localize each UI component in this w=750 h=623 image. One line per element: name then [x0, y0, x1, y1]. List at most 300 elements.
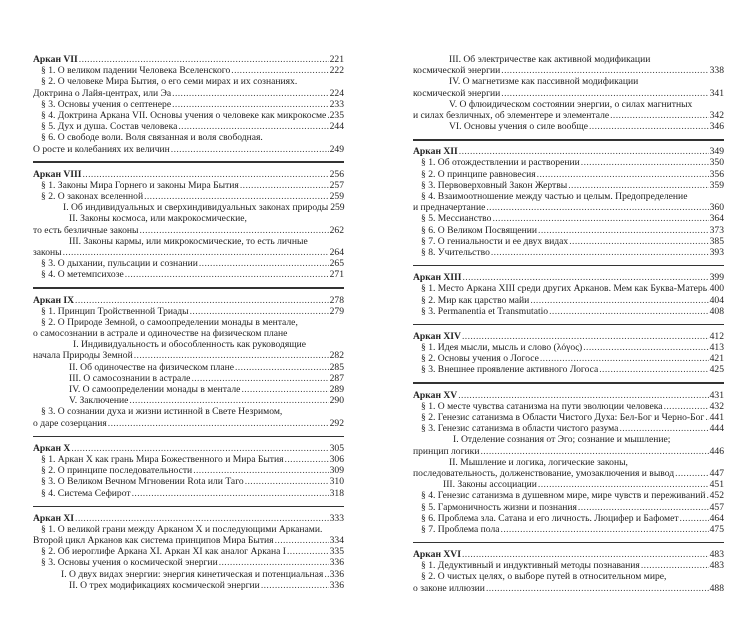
toc-entry-title: IV. О магнетизме как пассивной модификации [449, 76, 639, 88]
toc-entry-title: § 5. Мессианство [421, 213, 492, 225]
toc-entry-title: Доктрина о Лайя-центрах, или Эа [33, 87, 172, 99]
toc-entry [33, 362, 344, 373]
toc-entry-title: § 3. Первоверховный Закон Жертвы [421, 179, 568, 191]
dot-leader [705, 412, 708, 423]
toc-entry [33, 236, 344, 247]
dot-leader [462, 549, 709, 560]
toc-page-number: 271 [329, 269, 344, 281]
toc-page-number: 441 [709, 412, 724, 423]
toc-page-number: 483 [709, 549, 724, 561]
toc-entry-title: § 2. Генезис сатанизма в Области Чистого Духа: Бел-Бог и Черно-Бог [421, 412, 705, 423]
dot-leader [139, 225, 328, 236]
toc-entry [33, 395, 344, 406]
dot-leader [75, 295, 329, 306]
toc-entry-title: Аркан IX [33, 294, 75, 306]
toc-page-number: 333 [329, 512, 344, 524]
dot-leader [549, 306, 709, 317]
dot-leader [324, 569, 328, 580]
dot-leader [578, 502, 709, 513]
section-divider [33, 287, 344, 288]
toc-entry-title: Аркан X [33, 442, 71, 454]
toc-entry-title: законы [33, 246, 62, 258]
dot-leader [537, 169, 709, 180]
toc-entry [413, 524, 724, 535]
dot-leader [540, 353, 709, 364]
toc-page-number: 373 [709, 224, 724, 236]
toc-page-number: 279 [329, 305, 344, 317]
dot-leader [491, 247, 709, 258]
toc-page-number: 451 [709, 479, 724, 491]
toc-entry [33, 339, 344, 350]
toc-entry [413, 364, 724, 375]
toc-entry [413, 571, 724, 582]
toc-entry-title: то есть безличные законы [33, 224, 139, 236]
toc-entry-title: § 4. Генезис сатанизма в душевном мире, мире чувств и переживаний [421, 490, 706, 502]
toc-entry [413, 65, 724, 76]
toc-entry [33, 454, 344, 465]
toc-page-number: 264 [329, 246, 344, 258]
toc-page-number: 292 [329, 417, 344, 429]
toc-entry-title: и предначертание [413, 202, 486, 214]
toc-entry-title: § 2. О принципе последовательности [41, 465, 193, 477]
toc-page-number: 256 [329, 168, 344, 180]
toc-entry-title: о законе иллюзии [413, 582, 485, 594]
toc-page-number: 259 [330, 202, 345, 214]
toc-entry [413, 99, 724, 110]
dot-leader [178, 121, 328, 132]
dot-leader [680, 513, 709, 524]
toc-entry [413, 423, 724, 434]
dot-leader [569, 236, 708, 247]
toc-entry-title: III. Законы ассоциации [443, 479, 537, 491]
toc-entry-title: последовательность, долженствование, умозаключения и вывод [413, 467, 675, 479]
dot-leader [144, 191, 329, 202]
toc-entry [413, 295, 724, 306]
dot-leader [492, 213, 708, 224]
toc-entry-title: § 2. О законах вселенной [41, 191, 144, 203]
toc-entry [33, 373, 344, 384]
toc-page-number: 224 [329, 87, 344, 99]
toc-entry [413, 110, 724, 121]
toc-entry-title: § 7. О гениальности и ее двух видах [421, 235, 569, 247]
toc-page-number: 338 [709, 65, 724, 77]
dot-leader [463, 272, 709, 283]
toc-entry-title: Аркан VII [33, 54, 78, 65]
toc-entry-title: § 1. Дедуктивный и индуктивный методы познавания [421, 560, 640, 572]
toc-entry-title: § 3. О сознании духа и жизни истинной в Свете Незримом, [41, 406, 283, 418]
dot-leader [589, 121, 709, 132]
toc-entry-title: I. Отделение сознания от Эго; сознание и мышление; [453, 434, 671, 446]
toc-page-number: 425 [709, 364, 724, 376]
toc-entry [33, 465, 344, 476]
toc-entry-title: о даре созерцания [33, 417, 107, 429]
toc-entry [33, 258, 344, 269]
dot-leader [108, 418, 329, 429]
toc-entry-title: Аркан XVI [413, 549, 461, 561]
toc-page-number: 306 [329, 453, 344, 465]
section-divider [413, 139, 724, 140]
toc-page-number: 257 [329, 179, 344, 191]
toc-entry-title: § 4. О метемпсихозе [41, 269, 124, 281]
toc-page-number: 408 [709, 305, 724, 317]
toc-entry-title: § 5. Гармоничность жизни и познания [421, 501, 577, 513]
toc-page-number: 412 [709, 330, 724, 342]
toc-entry [33, 384, 344, 395]
toc-page-number: 290 [329, 395, 344, 407]
toc-entry [413, 353, 724, 364]
dot-leader [599, 364, 708, 375]
toc-entry-title: § 1. О месте чувства сатанизма на пути эволюции человека [421, 400, 663, 412]
toc-page-number: 446 [709, 445, 724, 457]
toc-entry [413, 446, 724, 457]
toc-page-number: 244 [329, 121, 344, 133]
toc-page-number: 259 [329, 191, 344, 203]
toc-entry [33, 247, 344, 258]
dot-leader [501, 88, 708, 99]
toc-entry-title: III. Законы кармы, или микрокосмические, то есть личные [69, 235, 308, 247]
dot-leader [583, 342, 708, 353]
toc-entry-title: § 1. Место Аркана XIII среди других Арканов. Мем как Буква-Матерь [421, 283, 708, 295]
toc-entry [413, 213, 724, 224]
toc-page-number: 278 [329, 294, 344, 306]
dot-leader [245, 476, 329, 487]
toc-page-number: 341 [709, 87, 724, 99]
section-divider [33, 506, 344, 507]
toc-page-number: 349 [709, 146, 724, 158]
toc-entry [33, 317, 344, 328]
toc-chapter-entry [33, 295, 344, 306]
toc-page-number: 310 [329, 476, 344, 488]
toc-entry [33, 144, 344, 155]
toc-entry [413, 76, 724, 87]
toc-entry [413, 457, 724, 468]
dot-leader [190, 306, 329, 317]
toc-entry [33, 213, 344, 224]
toc-entry-title: § 3. Внешнее проявление активного Логоса [421, 364, 599, 376]
toc-entry-title: § 6. Проблема зла. Сатана и его личность. Люцифер и Бафомет [421, 512, 679, 524]
toc-entry-title: Аркан XIV [413, 330, 461, 342]
toc-entry-title: III. О самосознании в астрале [69, 372, 191, 384]
dot-leader [480, 446, 708, 457]
toc-entry-title: II. Об одиночестве на физическом плане [69, 361, 234, 373]
toc-page-number: 421 [709, 353, 724, 365]
toc-page-number: 249 [329, 143, 344, 155]
dot-leader [707, 490, 709, 501]
dot-leader [71, 443, 328, 454]
toc-entry-title: § 3. Основы учения о септенере [41, 98, 172, 110]
toc-entry [33, 202, 344, 213]
toc-page-number: 488 [709, 582, 724, 594]
dot-leader [458, 390, 708, 401]
toc-entry [413, 583, 724, 594]
toc-entry-title: и силах безличных, об элементере и элементале [413, 109, 610, 121]
dot-leader [327, 110, 328, 121]
toc-page-number: 483 [709, 560, 724, 572]
toc-entry [33, 306, 344, 317]
toc-entry-title: § 2. Мир как царство майи [421, 294, 530, 306]
toc-entry [413, 490, 724, 501]
toc-page-number: 309 [329, 465, 344, 477]
toc-entry [33, 546, 344, 557]
toc-entry-title: II. О трех модификациях космической энергии [69, 579, 260, 591]
toc-entry [413, 434, 724, 445]
toc-entry-title: I. Индивидуальность и обособленность как руководящие [73, 339, 307, 351]
dot-leader [501, 65, 708, 76]
toc-entry-title: принцип логики [413, 445, 480, 457]
toc-chapter-entry [33, 54, 344, 65]
toc-entry [33, 180, 344, 191]
toc-entry-title: § 1. Аркан X как грань Мира Божественного и Мира Бытия [41, 453, 284, 465]
toc-left-column [33, 54, 344, 591]
dot-leader [664, 401, 709, 412]
toc-page-number: 336 [329, 568, 344, 580]
toc-entry-title: § 7. Проблема пола [421, 523, 500, 535]
toc-entry [33, 569, 344, 580]
dot-leader [75, 513, 329, 524]
toc-page-number: 285 [329, 361, 344, 373]
toc-entry [413, 342, 724, 353]
toc-entry [33, 557, 344, 568]
toc-page-number: 360 [709, 202, 724, 214]
toc-page-number: 233 [329, 98, 344, 110]
toc-entry-title: § 1. Идея мысли, мысль и слово (λόγος) [421, 342, 583, 354]
toc-entry-title: V. О флюидическом состоянии энергии, о силах магнитных [449, 98, 693, 110]
toc-entry [413, 191, 724, 202]
toc-entry-title: Аркан XIII [413, 272, 462, 284]
toc-entry-title: § 2. О человеке Мира Бытия, о его семи мирах и их сознаниях. [41, 76, 298, 88]
toc-page-number: 475 [709, 523, 724, 535]
toc-entry [33, 418, 344, 429]
toc-entry-title: § 3. Генезис сатанизма в области чистого разума [421, 423, 619, 435]
toc-entry-title: VI. Основы учения о силе вообще [449, 121, 588, 133]
toc-chapter-entry [413, 549, 724, 560]
toc-page-number: 318 [329, 487, 344, 499]
toc-page-number: 400 [709, 283, 724, 295]
toc-page-number: 359 [709, 179, 724, 191]
dot-leader [231, 65, 328, 76]
dot-leader [79, 54, 329, 65]
toc-page-number: 457 [709, 501, 724, 513]
toc-entry-title: § 4. Доктрина Аркана VII. Основы учения о человеке как микрокосме [41, 109, 327, 121]
toc-chapter-entry [413, 146, 724, 157]
toc-page-number: 464 [709, 512, 724, 524]
toc-entry-title: § 3. О Великом Вечном Мгновении Rota или Таго [41, 476, 244, 488]
toc-entry-title: III. Об электричестве как активной модификации [449, 54, 651, 65]
toc-entry-title: § 3. Основы учения о космической энергии [41, 557, 218, 569]
dot-leader [486, 202, 708, 213]
toc-entry-title: Аркан XV [413, 389, 458, 401]
toc-entry [413, 225, 724, 236]
dot-leader [132, 488, 329, 499]
toc-page-number: 335 [329, 546, 344, 558]
dot-leader [462, 331, 709, 342]
toc-entry [33, 225, 344, 236]
dot-leader [125, 269, 329, 280]
toc-entry [33, 328, 344, 339]
toc-entry [413, 169, 724, 180]
dot-leader [240, 180, 329, 191]
toc-entry [413, 468, 724, 479]
toc-page-number: 452 [709, 490, 724, 502]
section-divider [413, 324, 724, 325]
toc-entry-title: § 1. О великой грани между Арканом X и последующими Арканами. [41, 523, 323, 535]
toc-chapter-entry [33, 513, 344, 524]
dot-leader [581, 157, 709, 168]
toc-page-number: 305 [329, 442, 344, 454]
toc-entry [33, 488, 344, 499]
toc-entry-title: § 4. Система Сефирот [41, 487, 131, 499]
toc-entry [413, 88, 724, 99]
dot-leader [241, 384, 328, 395]
toc-entry [413, 502, 724, 513]
toc-entry [33, 350, 344, 361]
toc-entry-title: Аркан XI [33, 512, 75, 524]
toc-entry [413, 513, 724, 524]
dot-leader [641, 560, 709, 571]
section-divider [33, 161, 344, 162]
toc-page-number: 385 [709, 235, 724, 247]
toc-page-number: 444 [709, 423, 724, 435]
toc-entry-title: § 3. Permanentia et Transmutatio [421, 305, 549, 317]
section-divider [413, 382, 724, 383]
toc-page-number: 282 [329, 350, 344, 362]
dot-leader [538, 225, 709, 236]
toc-entry [413, 412, 724, 423]
toc-entry-title: § 1. Об отождествлении и растворении [421, 157, 580, 169]
toc-entry-title: § 2. О чистых целях, о выборе путей в относительном мире, [421, 571, 667, 583]
toc-entry-title: о самосознании в астрале и одиночестве на физическом плане [33, 328, 288, 340]
toc-entry-title: § 3. О дыхании, пульсации и сознании [41, 258, 198, 270]
toc-entry [33, 110, 344, 121]
toc-page-number: 222 [329, 65, 344, 77]
toc-entry [413, 157, 724, 168]
toc-entry-title: I. О двух видах энергии: энергия кинетическая и потенциальная [61, 568, 324, 580]
toc-page-number: 447 [709, 467, 724, 479]
toc-entry [413, 236, 724, 247]
toc-entry [413, 306, 724, 317]
toc-entry-title: § 4. Взаимоотношение между частью и целым. Предопределение [421, 191, 688, 203]
toc-entry [413, 202, 724, 213]
toc-entry [33, 121, 344, 132]
toc-entry [33, 580, 344, 591]
toc-page-number: 265 [329, 258, 344, 270]
toc-page-number: 364 [709, 213, 724, 225]
toc-entry-title: § 2. Об иероглифе Аркана XI. Аркан XI как аналог Аркана I [41, 546, 286, 558]
dot-leader [134, 350, 329, 361]
toc-entry [33, 88, 344, 99]
toc-entry [33, 476, 344, 487]
toc-page-number: 350 [709, 157, 724, 169]
toc-page-number: 356 [709, 168, 724, 180]
toc-entry-title: II. Законы космоса, или макрокосмические, [69, 213, 247, 225]
toc-entry-title: § 1. Принцип Тройственной Триады [41, 305, 189, 317]
toc-entry-title: О росте и колебаниях их величин [33, 143, 170, 155]
toc-entry-title: II. Мышление и логика, логические законы, [449, 456, 628, 468]
toc-chapter-entry [33, 169, 344, 180]
toc-entry [33, 524, 344, 535]
toc-entry-title: § 6. О Великом Посвящении [421, 224, 538, 236]
toc-entry-title: Аркан XII [413, 146, 458, 158]
dot-leader [129, 395, 328, 406]
dot-leader [172, 99, 329, 110]
toc-chapter-entry [413, 272, 724, 283]
toc-entry-title: Второй цикл Арканов как система принципов Мира Бытия [33, 535, 274, 547]
toc-page-number: 404 [709, 294, 724, 306]
dot-leader [287, 546, 329, 557]
toc-entry [413, 54, 724, 65]
toc-entry [413, 560, 724, 571]
dot-leader [275, 535, 329, 546]
toc-entry-title: § 5. Дух и душа. Состав человека [41, 121, 178, 133]
toc-chapter-entry [413, 331, 724, 342]
section-divider [413, 542, 724, 543]
dot-leader [83, 169, 329, 180]
toc-entry-title: космической энергии [413, 87, 501, 99]
toc-entry [33, 535, 344, 546]
toc-entry [413, 180, 724, 191]
dot-leader [171, 144, 329, 155]
toc-page-number: 334 [329, 535, 344, 547]
toc-entry [33, 76, 344, 87]
toc-page-number: 346 [709, 121, 724, 133]
toc-entry [413, 247, 724, 258]
dot-leader [619, 423, 708, 434]
dot-leader [235, 362, 329, 373]
dot-leader [193, 465, 328, 476]
toc-page-number: 399 [709, 272, 724, 284]
toc-chapter-entry [33, 443, 344, 454]
dot-leader [610, 110, 708, 121]
toc-entry-title: V. Заключение [69, 395, 129, 407]
dot-leader [219, 557, 329, 568]
dot-leader [538, 479, 709, 490]
toc-entry-title: космической энергии [413, 65, 501, 77]
toc-page-number: 289 [329, 384, 344, 396]
toc-entry [33, 191, 344, 202]
toc-page-number: 393 [709, 246, 724, 258]
toc-entry [33, 65, 344, 76]
dot-leader [63, 247, 329, 258]
toc-page-number: 235 [329, 109, 344, 121]
toc-chapter-entry [413, 390, 724, 401]
dot-leader [191, 373, 328, 384]
section-divider [413, 265, 724, 266]
toc-entry [33, 269, 344, 280]
toc-page-number: 287 [329, 372, 344, 384]
toc-entry [413, 479, 724, 490]
toc-entry-title: IV. О самоопределении монады в ментале [69, 384, 241, 396]
dot-leader [486, 583, 709, 594]
toc-entry-title: начала Природы Земной [33, 350, 133, 362]
toc-page-number: 342 [709, 109, 724, 121]
toc-entry-title: Аркан VIII [33, 168, 82, 180]
dot-leader [568, 180, 708, 191]
toc-entry [413, 401, 724, 412]
dot-leader [675, 468, 708, 479]
toc-entry-title: I. Об индивидуальных и сверхиндивидуальных законах природы [63, 202, 329, 214]
dot-leader [199, 258, 329, 269]
dot-leader [530, 295, 708, 306]
dot-leader [459, 146, 709, 157]
dot-leader [708, 283, 709, 294]
toc-page-number: 221 [329, 54, 344, 65]
toc-entry [33, 132, 344, 143]
toc-page-number: 413 [709, 342, 724, 354]
toc-entry [413, 283, 724, 294]
toc-entry [33, 99, 344, 110]
toc-entry [33, 406, 344, 417]
toc-page-number: 431 [709, 389, 724, 401]
